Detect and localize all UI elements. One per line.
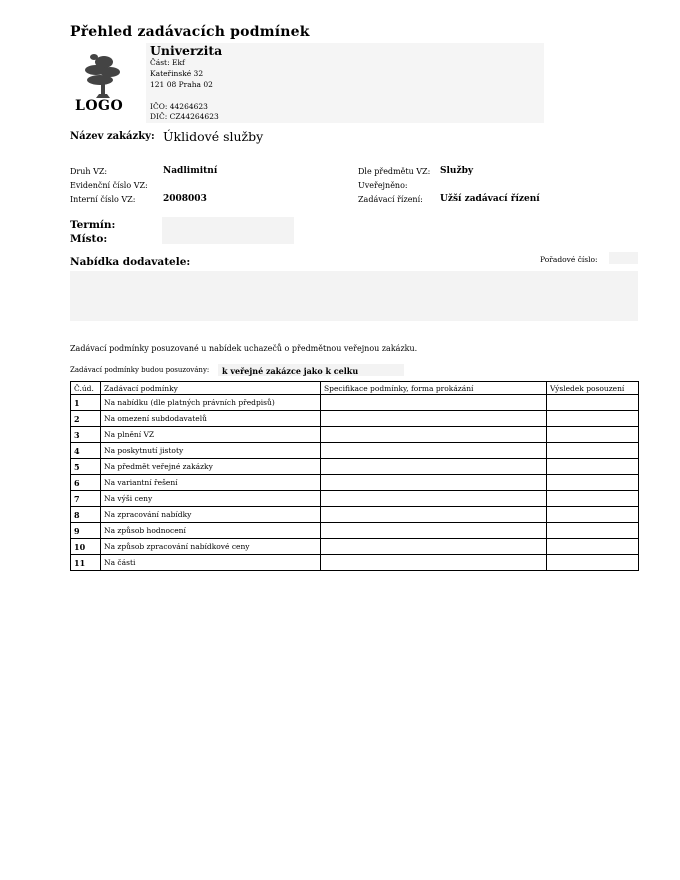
row-condition: Na způsob hodnocení — [101, 523, 321, 539]
table-row — [71, 523, 639, 539]
university-name: Univerzita — [150, 43, 223, 58]
table-row — [71, 539, 639, 555]
nazev-value: Úklidové služby — [163, 129, 264, 144]
row-result-cell[interactable] — [547, 475, 639, 491]
row-result-cell[interactable] — [547, 459, 639, 475]
row-spec-cell[interactable] — [321, 491, 547, 507]
row-number: 2 — [71, 411, 101, 427]
evid-label: Evidenční číslo VZ: — [70, 181, 148, 190]
header-vysledek: Výsledek posouzení — [547, 382, 639, 395]
rizeni-value: Užší zadávací řízení — [440, 194, 540, 204]
row-number: 8 — [71, 507, 101, 523]
table-row — [71, 443, 639, 459]
druh-label: Druh VZ: — [70, 167, 108, 176]
row-result-cell[interactable] — [547, 491, 639, 507]
row-number: 6 — [71, 475, 101, 491]
row-spec-cell[interactable] — [321, 555, 547, 571]
table-row — [71, 459, 639, 475]
city-line: 121 08 Praha 02 — [150, 80, 213, 89]
row-condition: Na výši ceny — [101, 491, 321, 507]
row-result-cell[interactable] — [547, 443, 639, 459]
row-number: 10 — [71, 539, 101, 555]
intern-label: Interní číslo VZ: — [70, 195, 136, 204]
row-number: 3 — [71, 427, 101, 443]
uverejneno-label: Uveřejněno: — [358, 181, 408, 190]
posuzovany-value: k veřejné zakázce jako k celku — [222, 366, 359, 376]
row-condition: Na nabídku (dle platných právních předpisů) — [101, 395, 321, 411]
header-specifikace: Specifikace podmínky, forma prokázání — [321, 382, 547, 395]
row-spec-cell[interactable] — [321, 523, 547, 539]
row-condition: Na poskytnutí jistoty — [101, 443, 321, 459]
druh-value: Nadlimitní — [163, 166, 218, 176]
table-row — [71, 507, 639, 523]
termin-misto-field[interactable] — [162, 217, 294, 244]
row-result-cell[interactable] — [547, 523, 639, 539]
posuzovany-label: Zadávací podmínky budou posuzovány: — [70, 366, 210, 374]
row-spec-cell[interactable] — [321, 411, 547, 427]
row-condition: Na omezení subdodavatelů — [101, 411, 321, 427]
row-spec-cell[interactable] — [321, 459, 547, 475]
row-condition: Na části — [101, 555, 321, 571]
logo-text: LOGO — [75, 98, 124, 114]
row-condition: Na zpracování nabídky — [101, 507, 321, 523]
street-line: Kateřinské 32 — [150, 69, 204, 78]
table-row — [71, 491, 639, 507]
row-number: 5 — [71, 459, 101, 475]
row-result-cell[interactable] — [547, 411, 639, 427]
nabidka-label: Nabídka dodavatele: — [70, 256, 191, 268]
table-row — [71, 475, 639, 491]
row-number: 9 — [71, 523, 101, 539]
cast-line: Část: Ekf — [150, 58, 185, 67]
intro-text: Zadávací podmínky posuzované u nabídek uchazečů o předmětnou veřejnou zakázku. — [70, 344, 418, 353]
nazev-label: Název zakázky: — [70, 131, 155, 142]
row-number: 7 — [71, 491, 101, 507]
header-podminky: Zadávací podmínky — [101, 382, 321, 395]
row-number: 1 — [71, 395, 101, 411]
row-number: 4 — [71, 443, 101, 459]
row-condition: Na plnění VZ — [101, 427, 321, 443]
poradove-field[interactable] — [609, 252, 638, 264]
conditions-table — [70, 381, 639, 571]
table-header-row — [71, 382, 639, 395]
predmet-label: Dle předmětu VZ: — [358, 167, 431, 176]
row-spec-cell[interactable] — [321, 475, 547, 491]
termin-label: Termín: — [70, 219, 116, 231]
table-row — [71, 555, 639, 571]
dic-line: DIČ: CZ44264623 — [150, 112, 219, 121]
misto-label: Místo: — [70, 233, 108, 245]
row-number: 11 — [71, 555, 101, 571]
row-condition: Na variantní řešení — [101, 475, 321, 491]
row-spec-cell[interactable] — [321, 395, 547, 411]
table-row — [71, 411, 639, 427]
row-spec-cell[interactable] — [321, 427, 547, 443]
row-spec-cell[interactable] — [321, 507, 547, 523]
row-result-cell[interactable] — [547, 427, 639, 443]
nabidka-field[interactable] — [70, 271, 638, 321]
row-result-cell[interactable] — [547, 539, 639, 555]
intern-value: 2008003 — [163, 194, 207, 204]
header-cislo: Č.úd. — [71, 382, 101, 395]
row-result-cell[interactable] — [547, 507, 639, 523]
row-condition: Na způsob zpracování nabídkové ceny — [101, 539, 321, 555]
predmet-value: Služby — [440, 166, 474, 176]
row-result-cell[interactable] — [547, 555, 639, 571]
poradove-label: Pořadové číslo: — [540, 255, 598, 264]
ico-line: IČO: 44264623 — [150, 102, 208, 111]
row-spec-cell[interactable] — [321, 443, 547, 459]
row-spec-cell[interactable] — [321, 539, 547, 555]
row-result-cell[interactable] — [547, 395, 639, 411]
table-row — [71, 395, 639, 411]
page-title: Přehled zadávacích podmínek — [70, 24, 310, 40]
row-condition: Na předmět veřejné zakázky — [101, 459, 321, 475]
rizeni-label: Zadávací řízení: — [358, 195, 423, 204]
table-row — [71, 427, 639, 443]
